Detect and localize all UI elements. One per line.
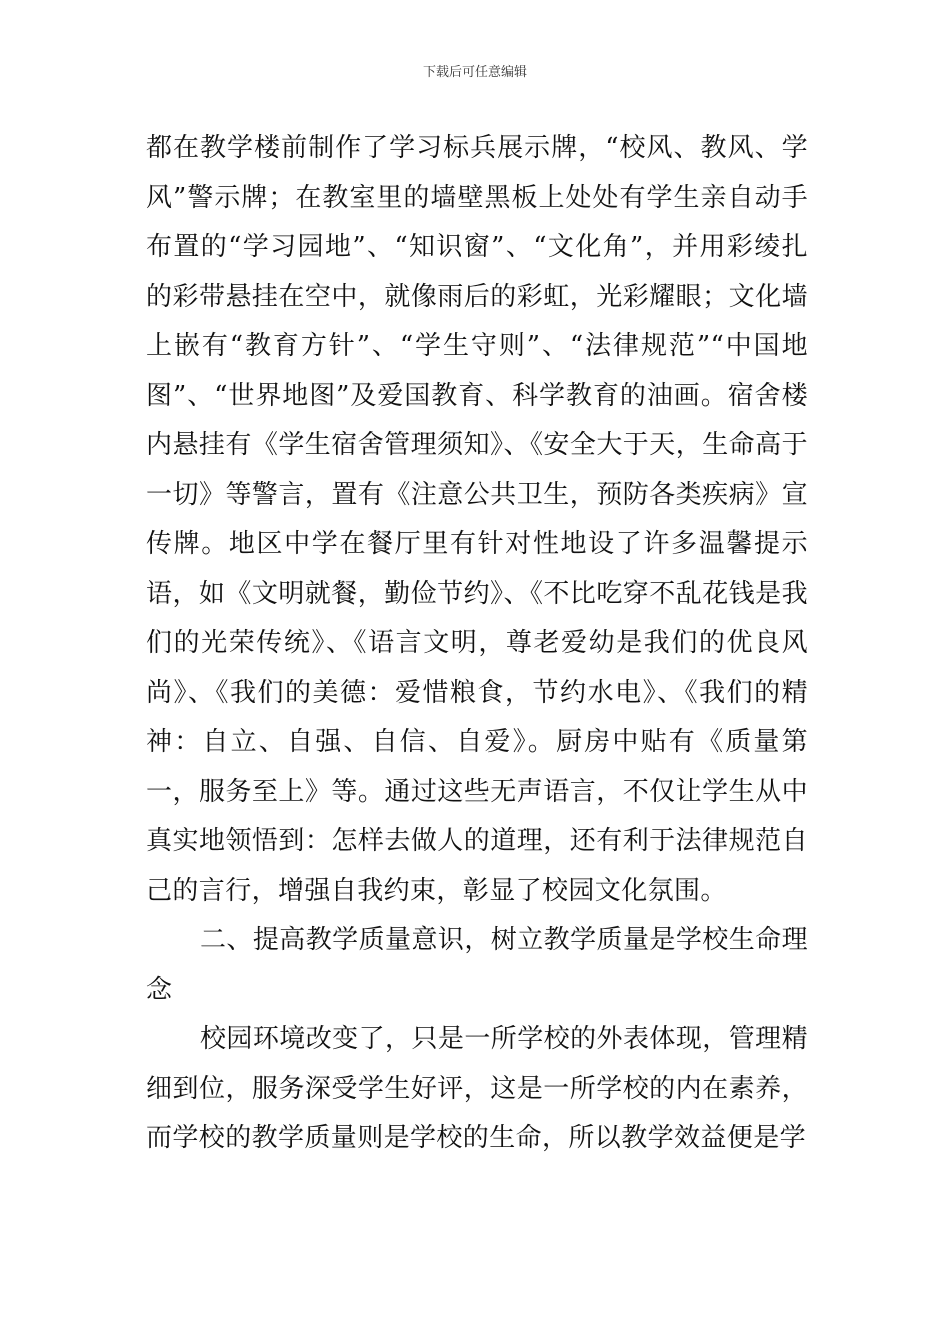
page-header: 下载后可任意编辑 [422,65,527,80]
document-body [146,124,808,1164]
paragraph-campus-culture: 都在教学楼前制作了学习标兵展示牌，“校风、教风、学风”警示牌；在教室里的墙壁黑板上处处有学生亲自动手布置的“学习园地”、“知识窗”、“文化角”，并用彩绫扎的彩带悬挂在空中，就像雨后的彩虹，光彩耀眼；文化墙上嵌有“教育方针”、“学生守则”、“法律规范”“中国地图”、“世界地图”及爱国教育、科学教育的油画。宿舍楼内悬挂有《学生宿舍管理须知》、《安全大于天，生命高于一切》等警言，置有《注意公共卫生，预防各类疾病》宣传牌。地区中学在餐厅里有针对性地设了许多温馨提示语，如《文明就餐，勤俭节约》、《不比吃穿不乱花钱是我们的光荣传统》、《语言文明，尊老爱幼是我们的优良风尚》、《我们的美德：爱惜粮食，节约水电》、《我们的精神：自立、自强、自信、自爱》。厨房中贴有《质量第一，服务至上》等。通过这些无声语言，不仅让学生从中真实地领悟到：怎样去做人的道理，还有利于法律规范自己的言行，增强自我约束，彰显了校园文化氛围。 [146,133,808,906]
paragraph-teaching-quality: 校园环境改变了，只是一所学校的外表体现，管理精细到位，服务深受学生好评，这是一所学校的内在素养，而学校的教学质量则是学校的生命，所以教学效益便是学 [146,1024,808,1153]
section-heading-teaching-quality: 二、提高教学质量意识，树立教学质量是学校生命理念 [146,925,808,1005]
